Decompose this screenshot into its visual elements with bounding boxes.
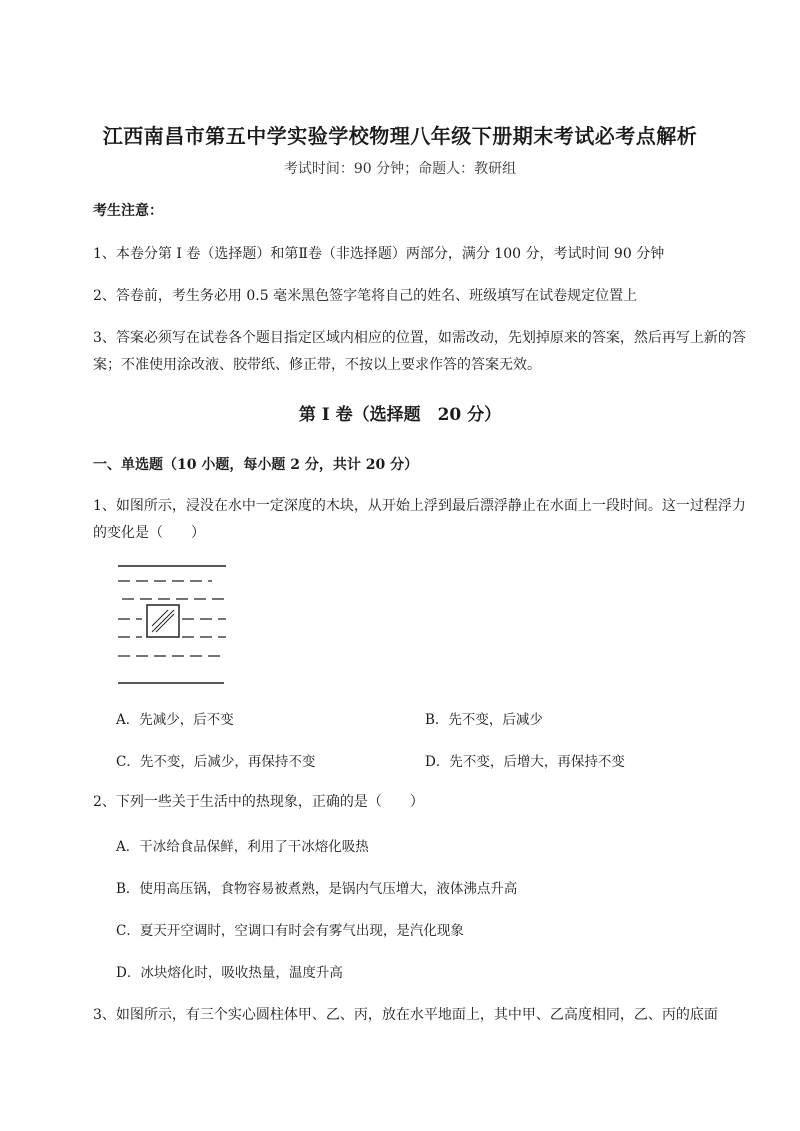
q1-option-b: B．先不变，后减少 bbox=[425, 712, 543, 728]
exam-title: 江西南昌市第五中学实验学校物理八年级下册期末考试必考点解析 bbox=[102, 124, 698, 148]
section-title: 第 I 卷（选择题 20 分） bbox=[298, 405, 502, 425]
q2-option-d: D．冰块熔化时，吸收热量，温度升高 bbox=[116, 965, 343, 981]
q1-option-d: D．先不变，后增大，再保持不变 bbox=[425, 754, 625, 770]
notice-item-2: 2、答卷前，考生务必用 0.5 毫米黑色签字笔将自己的姓名、班级填写在试卷规定位置上 bbox=[93, 288, 638, 304]
q1-option-c: C．先不变，后减少，再保持不变 bbox=[116, 754, 316, 770]
question-1-text: 1、如图所示，浸没在水中一定深度的木块，从开始上浮到最后漂浮静止在水面上一段时间。这一过程浮力的变化是（ ） bbox=[93, 498, 746, 541]
question-3-text: 3、如图所示，有三个实心圆柱体甲、乙、丙，放在水平地面上，其中甲、乙高度相同，乙、丙的底面 bbox=[93, 1007, 718, 1023]
question-2-text: 2、下列一些关于生活中的热现象，正确的是（ ） bbox=[93, 794, 424, 810]
notice-item-3: 3、答案必须写在试卷各个题目指定区域内相应的位置，如需改动，先划掉原来的答案，然后再写上新的答案；不准使用涂改液、胶带纸、修正带，不按以上要求作答的答案无效。 bbox=[93, 330, 746, 373]
floating-block-figure bbox=[112, 560, 232, 690]
q2-option-b: B．使用高压锅，食物容易被煮熟，是锅内气压增大，液体沸点升高 bbox=[116, 881, 518, 897]
notice-heading: 考生注意： bbox=[93, 203, 163, 219]
q1-option-a: A．先减少，后不变 bbox=[116, 712, 234, 728]
part-heading: 一、单选题（10 小题，每小题 2 分，共计 20 分） bbox=[93, 457, 419, 473]
q2-option-a: A．干冰给食品保鲜，利用了干冰熔化吸热 bbox=[116, 839, 369, 855]
notice-item-1: 1、本卷分第 I 卷（选择题）和第Ⅱ卷（非选择题）两部分，满分 100 分，考试时间 90 分钟 bbox=[93, 246, 665, 262]
exam-subtitle: 考试时间：90 分钟；命题人：教研组 bbox=[283, 161, 517, 177]
q2-option-c: C．夏天开空调时，空调口有时会有雾气出现，是汽化现象 bbox=[116, 923, 464, 939]
